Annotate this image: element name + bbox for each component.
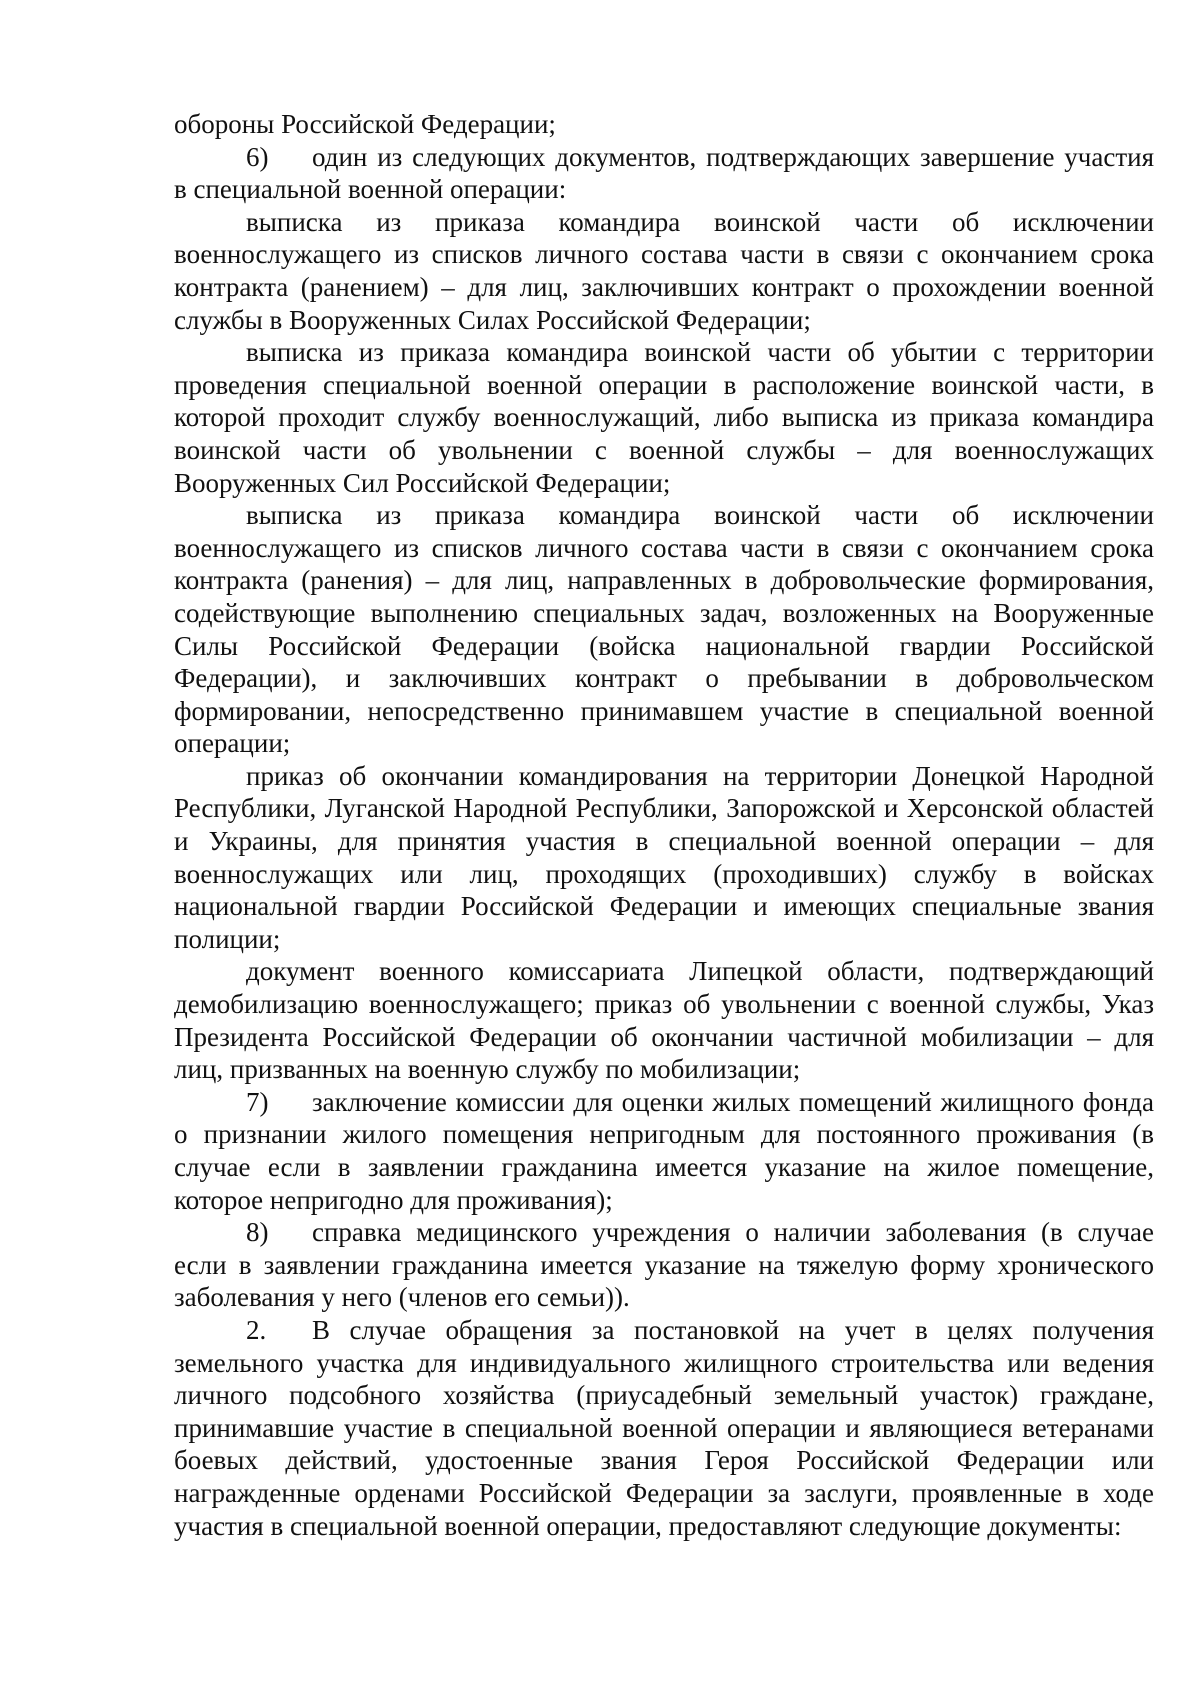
paragraph-text: выписка из приказа командира воинской части об исключении военнослужащего из списков личного состава части в связи с окончанием срока контракта (ранения) – для лиц, направленных в добровольческие формирования, содействующие выполнению специальных задач, возложенных на Вооруженные Силы Российской Федерации (войска национальной гвардии Российской Федерации), и заключивших контракт о пребывании в добровольческом формировании, непосредственно принимавшем участие в специальной военной операции; [174, 500, 1154, 759]
paragraph-text: выписка из приказа командира воинской части об убытии с территории проведения специальной военной операции в расположение воинской части, в которой проходит службу военнослужащий, либо выписка из приказа командира воинской части об увольнении с военной службы – для военнослужащих Вооруженных Сил Российской Федерации; [174, 337, 1154, 498]
section-2 [174, 1314, 1154, 1542]
sub-item-volunteer-extract [174, 499, 1154, 760]
document-page [174, 108, 1154, 1542]
paragraph-text: обороны Российской Федерации; [174, 109, 556, 139]
item-number: 6) [246, 141, 269, 172]
item-number: 8) [246, 1217, 269, 1248]
list-item-8 [174, 1216, 1154, 1314]
list-item-6 [174, 141, 1154, 206]
sub-item-demobilization-document [174, 955, 1154, 1085]
paragraph-text: приказ об окончании командирования на территории Донецкой Народной Республики, Луганской Народной Республики, Запорожской и Херсонской областей и Украины, для принятия участия в специальной военной операции – для военнослужащих или лиц, проходящих (проходивших) службу в войсках национальной гвардии Российской Федерации и имеющих специальные звания полиции; [174, 760, 1154, 954]
sub-item-contract-extract [174, 206, 1154, 336]
item-number: 7) [246, 1086, 269, 1117]
paragraph-text: справка медицинского учреждения о наличии заболевания (в случае если в заявлении гражданина имеется указание на тяжелую форму хронического заболевания у него (членов его семьи)). [174, 1217, 1154, 1313]
paragraph-text: один из следующих документов, подтверждающих завершение участия в специальной военной операции: [174, 141, 1154, 205]
paragraph-continuation [174, 108, 1154, 141]
sub-item-departure-extract [174, 336, 1154, 499]
item-number: 2. [246, 1314, 267, 1345]
sub-item-secondment-order [174, 760, 1154, 956]
paragraph-text: выписка из приказа командира воинской части об исключении военнослужащего из списков личного состава части в связи с окончанием срока контракта (ранением) – для лиц, заключивших контракт о прохождении военной службы в Вооруженных Силах Российской Федерации; [174, 206, 1154, 335]
paragraph-text: В случае обращения за постановкой на учет в целях получения земельного участка для индивидуального жилищного строительства или ведения личного подсобного хозяйства (приусадебный земельный участок) граждане, принимавшие участие в специальной военной операции и являющиеся ветеранами боевых действий, удостоенные звания Героя Российской Федерации или награжденные орденами Российской Федерации за заслуги, проявленные в ходе участия в специальной военной операции, предоставляют следующие документы: [174, 1314, 1154, 1541]
list-item-7 [174, 1086, 1154, 1216]
paragraph-text: документ военного комиссариата Липецкой области, подтверждающий демобилизацию военнослужащего; приказ об увольнении с военной службы, Указ Президента Российской Федерации об окончании частичной мобилизации – для лиц, призванных на военную службу по мобилизации; [174, 956, 1154, 1085]
paragraph-text: заключение комиссии для оценки жилых помещений жилищного фонда о признании жилого помещения непригодным для постоянного проживания (в случае если в заявлении гражданина имеется указание на жилое помещение, которое непригодно для проживания); [174, 1086, 1154, 1215]
